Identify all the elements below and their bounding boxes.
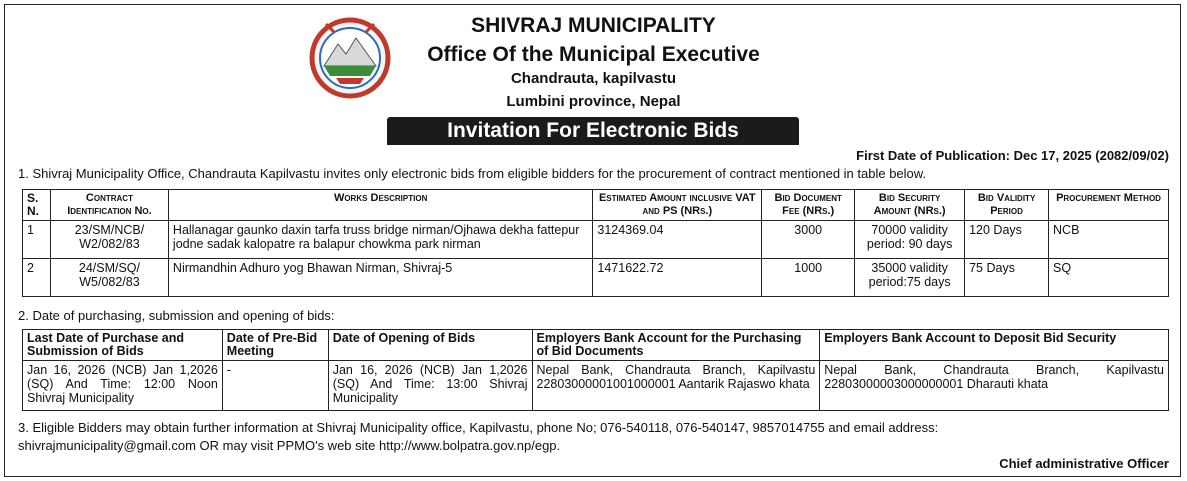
address-line-2: Lumbini province, Nepal bbox=[506, 93, 681, 110]
header-last-date: Last Date of Purchase and Submission of Bids bbox=[23, 330, 223, 361]
header-bank-security: Employers Bank Account to Deposit Bid Security bbox=[820, 330, 1169, 361]
header-bank-purchase: Employers Bank Account for the Purchasing of Bid Documents bbox=[532, 330, 820, 361]
cell-validity: 75 Days bbox=[965, 259, 1049, 297]
header-bid-security: Bid Security Amount (NRs.) bbox=[855, 190, 965, 221]
cell-works: Nirmandhin Adhuro yog Bhawan Nirman, Shivraj-5 bbox=[168, 259, 592, 297]
cell-validity: 120 Days bbox=[965, 221, 1049, 259]
dates-table bbox=[22, 329, 1169, 411]
cell-sn: 1 bbox=[23, 221, 51, 259]
header-opening: Date of Opening of Bids bbox=[328, 330, 532, 361]
address-line-1: Chandrauta, kapilvastu bbox=[510, 70, 677, 87]
publication-date: First Date of Publication: Dec 17, 2025 (2082/09/02) bbox=[856, 148, 1169, 163]
header-contract-id: Contract Identification No. bbox=[50, 190, 168, 221]
cell-fee: 3000 bbox=[762, 221, 855, 259]
cell-last-date: Jan 16, 2026 (NCB) Jan 1,2026 (SQ) And Time: 12:00 Noon Shivraj Municipality bbox=[23, 361, 223, 411]
header-method: Procurement Method bbox=[1049, 190, 1169, 221]
table-header-row bbox=[23, 190, 1169, 221]
para-3: 3. Eligible Bidders may obtain further information at Shivraj Municipality office, Kapilvastu, phone No; 076-540118, 076-540147, 9857014755 and email address: bbox=[18, 420, 939, 435]
header-estimated-amount: Estimated Amount inclusive VAT and PS (NRs.) bbox=[593, 190, 762, 221]
header-sn: S. N. bbox=[23, 190, 51, 221]
cell-prebid: - bbox=[222, 361, 328, 411]
table-row bbox=[23, 361, 1169, 411]
cell-fee: 1000 bbox=[762, 259, 855, 297]
cell-bank-security: Nepal Bank, Chandrauta Branch, Kapilvastu 22803000003000000001 Dharauti khata bbox=[820, 361, 1169, 411]
cell-method: SQ bbox=[1049, 259, 1169, 297]
intro-paragraph: 1. Shivraj Municipality Office, Chandrauta Kapilvastu invites only electronic bids from eligible bidders for the procurement of contract mentioned in table below. bbox=[18, 166, 927, 181]
table-header-row bbox=[23, 330, 1169, 361]
office-name: Office Of the Municipal Executive bbox=[427, 43, 760, 66]
municipality-name: SHIVRAJ MUNICIPALITY bbox=[471, 14, 716, 37]
table-row bbox=[23, 259, 1169, 297]
cell-method: NCB bbox=[1049, 221, 1169, 259]
signatory: Chief administrative Officer bbox=[999, 456, 1169, 471]
para-2: 2. Date of purchasing, submission and opening of bids: bbox=[18, 308, 335, 323]
header-works: Works Description bbox=[168, 190, 592, 221]
cell-sn: 2 bbox=[23, 259, 51, 297]
header-prebid: Date of Pre-Bid Meeting bbox=[222, 330, 328, 361]
contracts-table bbox=[22, 189, 1169, 297]
para-3-contact: shivrajmunicipality@gmail.com OR may visit PPMO's web site http://www.bolpatra.gov.np/egp. bbox=[18, 438, 561, 453]
cell-bank-purchase: Nepal Bank, Chandrauta Branch, Kapilvastu 22803000001001000001 Aantarik Rajaswo khata bbox=[532, 361, 820, 411]
notice-title: Invitation For Electronic Bids bbox=[387, 117, 799, 145]
cell-amount: 1471622.72 bbox=[593, 259, 762, 297]
cell-contract-id: 24/SM/SQ/ W5/082/83 bbox=[50, 259, 168, 297]
cell-amount: 3124369.04 bbox=[593, 221, 762, 259]
cell-works: Hallanagar gaunko daxin tarfa truss bridge nirman/Ojhawa dekha fattepur jodne sadak kalopatre ra balapur chowkma park nirman bbox=[168, 221, 592, 259]
table-row bbox=[23, 221, 1169, 259]
cell-security: 70000 validity period: 90 days bbox=[855, 221, 965, 259]
cell-contract-id: 23/SM/NCB/ W2/082/83 bbox=[50, 221, 168, 259]
header-doc-fee: Bid Document Fee (NRs.) bbox=[762, 190, 855, 221]
header-validity: Bid Validity Period bbox=[965, 190, 1049, 221]
cell-security: 35000 validity period:75 days bbox=[855, 259, 965, 297]
cell-opening: Jan 16, 2026 (NCB) Jan 1,2026 (SQ) And Time: 13:00 Shivraj Municipality bbox=[328, 361, 532, 411]
